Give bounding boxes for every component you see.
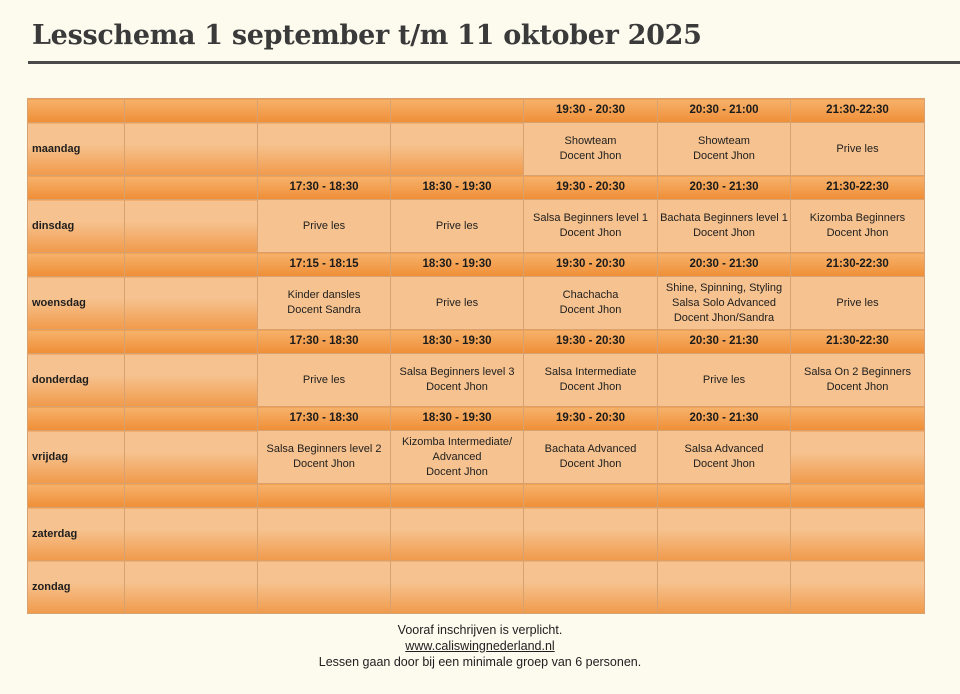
lesson-text: Docent Jhon: [559, 458, 622, 470]
lesson-text: Docent Jhon: [559, 381, 622, 393]
lesson-cell: [391, 123, 524, 176]
time-slot: [125, 99, 258, 123]
lesson-cell: [125, 277, 258, 330]
lesson-cell: [524, 200, 658, 253]
lesson-text: Bachata Beginners level 1: [660, 212, 788, 224]
time-slot: [258, 484, 391, 508]
lesson-cell: [791, 277, 925, 330]
time-header-spacer: [28, 330, 125, 354]
time-row-donderdag: [28, 330, 925, 354]
lesson-text: Salsa Advanced: [684, 443, 764, 455]
lesson-text: Prive les: [302, 219, 346, 232]
lesson-cell: [125, 200, 258, 253]
lesson-text: Prive les: [435, 296, 479, 309]
time-slot: 20:30 - 21:30: [658, 253, 791, 277]
time-slot: 17:30 - 18:30: [258, 330, 391, 354]
lesson-text: Salsa Solo Advanced: [672, 296, 776, 309]
lesson-cell: [258, 123, 391, 176]
lesson-cell: [524, 123, 658, 176]
time-slot: 21:30-22:30: [791, 99, 925, 123]
lesson-text: Docent Jhon: [693, 150, 755, 162]
lesson-cell: [258, 561, 391, 614]
time-slot: [791, 407, 925, 431]
time-slot: 20:30 - 21:30: [658, 176, 791, 200]
lesson-text: Kizomba Intermediate/: [401, 435, 513, 448]
time-row-zaterdag: [28, 484, 925, 508]
time-slot: [125, 253, 258, 277]
time-header-spacer: [28, 253, 125, 277]
time-slot: [791, 484, 925, 508]
lesson-text: Prive les: [702, 373, 746, 386]
lesson-text: Kinder dansles: [287, 289, 361, 301]
lesson-text: Kizomba Beginners: [809, 212, 906, 224]
time-slot: 18:30 - 19:30: [391, 407, 524, 431]
lesson-cell: [524, 354, 658, 407]
lesson-cell: [524, 431, 658, 484]
time-header-spacer: [28, 484, 125, 508]
lesson-text: Docent Jhon: [693, 227, 755, 239]
lesson-text: Salsa Beginners level 2: [266, 443, 382, 455]
lesson-text: Docent Jhon: [826, 227, 889, 239]
lesson-cell: [791, 354, 925, 407]
lesson-cell: [791, 200, 925, 253]
website-link[interactable]: www.caliswingnederland.nl: [405, 639, 555, 653]
day-label: zondag: [28, 561, 125, 614]
lesson-text: Salsa Beginners level 1: [533, 212, 648, 224]
lesson-cell: [258, 354, 391, 407]
lesson-text: Showteam: [564, 135, 617, 147]
lesson-text: Docent Jhon: [559, 227, 622, 239]
lesson-cell: [658, 200, 791, 253]
time-header-spacer: [28, 99, 125, 123]
lesson-text: Bachata Advanced: [544, 443, 637, 455]
lesson-text: Salsa Beginners level 3: [399, 366, 515, 378]
lesson-cell: [791, 123, 925, 176]
time-slot: [125, 330, 258, 354]
time-row-vrijdag: [28, 407, 925, 431]
time-slot: [391, 99, 524, 123]
time-slot: [125, 407, 258, 431]
lesson-cell: [125, 123, 258, 176]
lesson-text: Salsa On 2 Beginners: [803, 366, 911, 378]
day-label: woensdag: [28, 277, 125, 330]
time-slot: 21:30-22:30: [791, 330, 925, 354]
day-row-vrijdag: [28, 431, 925, 484]
day-label: zaterdag: [28, 508, 125, 561]
day-row-zaterdag: [28, 508, 925, 561]
lesson-cell: [524, 561, 658, 614]
time-slot: [125, 484, 258, 508]
time-slot: 19:30 - 20:30: [524, 253, 658, 277]
registration-note: Vooraf inschrijven is verplicht.: [397, 623, 563, 637]
lesson-cell: [258, 431, 391, 484]
lesson-cell: [258, 200, 391, 253]
lesson-cell: [258, 277, 391, 330]
time-slot: 19:30 - 20:30: [524, 407, 658, 431]
lesson-cell: [125, 431, 258, 484]
lesson-text: Docent Jhon/Sandra: [673, 311, 775, 324]
lesson-text: Prive les: [302, 373, 346, 386]
lesson-text: Docent Jhon: [693, 458, 755, 470]
time-slot: 18:30 - 19:30: [391, 176, 524, 200]
day-row-donderdag: [28, 354, 925, 407]
lesson-cell: [391, 561, 524, 614]
lesson-cell: [658, 508, 791, 561]
lesson-cell: [125, 354, 258, 407]
time-slot: 17:30 - 18:30: [258, 407, 391, 431]
lesson-cell: [391, 200, 524, 253]
lesson-cell: [524, 508, 658, 561]
day-row-zondag: [28, 561, 925, 614]
lesson-cell: [125, 508, 258, 561]
lesson-text: Prive les: [836, 296, 879, 309]
time-slot: 20:30 - 21:30: [658, 330, 791, 354]
time-slot: 21:30-22:30: [791, 253, 925, 277]
lesson-cell: [125, 561, 258, 614]
lesson-text: Docent Jhon: [426, 465, 488, 478]
day-row-dinsdag: [28, 200, 925, 253]
time-slot: 17:15 - 18:15: [258, 253, 391, 277]
schedule-table: [27, 98, 925, 614]
lesson-text: Docent Jhon: [559, 304, 622, 316]
day-label: donderdag: [28, 354, 125, 407]
lesson-cell: [391, 431, 524, 484]
lesson-text: Salsa Intermediate: [544, 366, 637, 378]
day-row-woensdag: [28, 277, 925, 330]
lesson-cell: [791, 431, 925, 484]
lesson-cell: [658, 277, 791, 330]
lesson-cell: [658, 431, 791, 484]
lesson-cell: [524, 277, 658, 330]
time-slot: [258, 99, 391, 123]
lesson-text: Shine, Spinning, Styling: [665, 281, 783, 294]
time-slot: 19:30 - 20:30: [524, 176, 658, 200]
lesson-text: Docent Sandra: [287, 304, 361, 316]
title-divider: [28, 61, 960, 64]
lesson-cell: [391, 277, 524, 330]
time-slot: 20:30 - 21:00: [658, 99, 791, 123]
time-header-spacer: [28, 407, 125, 431]
lesson-cell: [391, 354, 524, 407]
lesson-cell: [658, 123, 791, 176]
lesson-text: Advanced: [432, 450, 482, 463]
time-slot: [391, 484, 524, 508]
minimum-group-note: Lessen gaan door bij een minimale groep van 6 personen.: [318, 655, 642, 669]
lesson-text: Prive les: [435, 219, 479, 232]
time-slot: 20:30 - 21:30: [658, 407, 791, 431]
time-slot: 17:30 - 18:30: [258, 176, 391, 200]
lesson-text: Prive les: [836, 142, 879, 155]
time-row-woensdag: [28, 253, 925, 277]
lesson-text: Docent Jhon: [293, 458, 355, 470]
day-row-maandag: [28, 123, 925, 176]
time-row-dinsdag: [28, 176, 925, 200]
day-label: vrijdag: [28, 431, 125, 484]
time-slot: [125, 176, 258, 200]
lesson-text: Docent Jhon: [426, 381, 488, 393]
time-slot: 18:30 - 19:30: [391, 253, 524, 277]
day-label: dinsdag: [28, 200, 125, 253]
lesson-cell: [791, 561, 925, 614]
time-slot: [524, 484, 658, 508]
time-slot: [658, 484, 791, 508]
time-slot: 19:30 - 20:30: [524, 330, 658, 354]
time-row-maandag: [28, 99, 925, 123]
lesson-text: Docent Jhon: [559, 150, 622, 162]
page-title: Lesschema 1 september t/m 11 oktober 2025: [32, 20, 702, 51]
time-slot: 21:30-22:30: [791, 176, 925, 200]
footer: [0, 622, 960, 670]
lesson-text: Showteam: [698, 135, 750, 147]
lesson-cell: [258, 508, 391, 561]
time-slot: 18:30 - 19:30: [391, 330, 524, 354]
lesson-cell: [391, 508, 524, 561]
lesson-text: Docent Jhon: [826, 381, 889, 393]
time-slot: 19:30 - 20:30: [524, 99, 658, 123]
time-header-spacer: [28, 176, 125, 200]
lesson-cell: [658, 354, 791, 407]
lesson-cell: [791, 508, 925, 561]
lesson-cell: [658, 561, 791, 614]
lesson-text: Chachacha: [562, 289, 619, 301]
day-label: maandag: [28, 123, 125, 176]
